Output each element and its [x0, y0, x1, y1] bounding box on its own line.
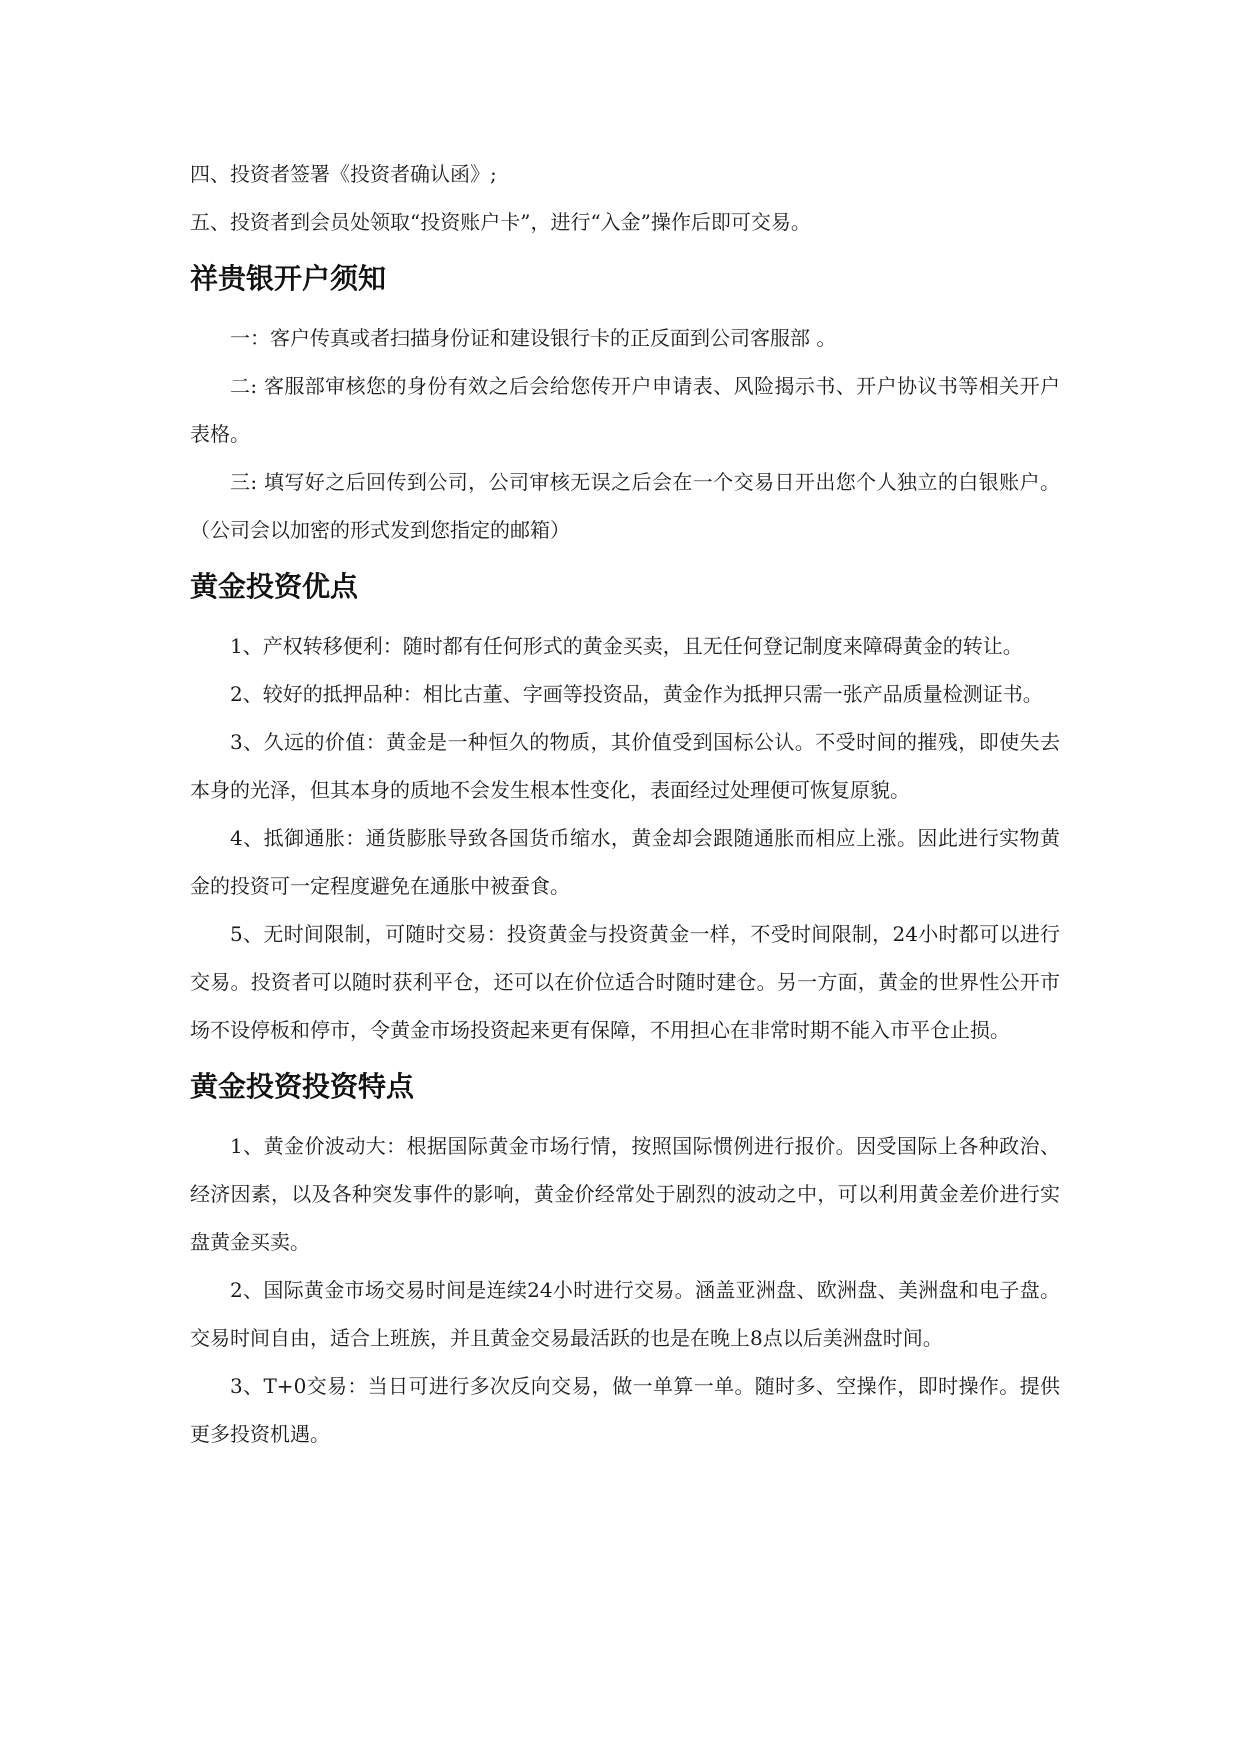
- section-heading-features: 黄金投资投资特点: [190, 1070, 415, 1103]
- paragraph: 1、黄金价波动大：根据国际黄金市场行情，按照国际惯例进行报价。因受国际上各种政治、经济因素，以及各种突发事件的影响，黄金价经常处于剧烈的波动之中，可以利用黄金差价进行实盘黄金买卖。: [190, 1134, 1060, 1254]
- section-heading-advantages: 黄金投资优点: [190, 570, 359, 603]
- section-heading-account-notice: 祥贵银开户须知: [190, 262, 387, 295]
- intro-item-4: 四、投资者签署《投资者确认函》;: [190, 162, 497, 186]
- paragraph: 二: 客服部审核您的身份有效之后会给您传开户申请表、风险揭示书、开户协议书等相关开户表格。: [190, 374, 1060, 446]
- paragraph: 一：客户传真或者扫描身份证和建设银行卡的正反面到公司客服部 。: [230, 326, 837, 350]
- paragraph: 4、抵御通胀：通货膨胀导致各国货币缩水，黄金却会跟随通胀而相应上涨。因此进行实物黄金的投资可一定程度避免在通胀中被蚕食。: [190, 826, 1060, 898]
- paragraph: 5、无时间限制，可随时交易：投资黄金与投资黄金一样，不受时间限制，24小时都可以进行交易。投资者可以随时获利平仓，还可以在价位适合时随时建仓。另一方面，黄金的世界性公开市场不设停板和停市，令黄金市场投资起来更有保障，不用担心在非常时期不能入市平仓止损。: [190, 922, 1060, 1042]
- paragraph: 3、久远的价值：黄金是一种恒久的物质，其价值受到国标公认。不受时间的摧残，即使失去本身的光泽，但其本身的质地不会发生根本性变化，表面经过处理便可恢复原貌。: [190, 730, 1060, 802]
- paragraph: 2、国际黄金市场交易时间是连续24小时进行交易。涵盖亚洲盘、欧洲盘、美洲盘和电子盘。交易时间自由，适合上班族，并且黄金交易最活跃的也是在晚上8点以后美洲盘时间。: [190, 1278, 1060, 1350]
- paragraph: 三: 填写好之后回传到公司，公司审核无误之后会在一个交易日开出您个人独立的白银账户。 （公司会以加密的形式发到您指定的邮箱）: [190, 470, 1060, 542]
- intro-item-5: 五、投资者到会员处领取“投资账户卡”，进行“入金”操作后即可交易。: [190, 210, 811, 234]
- paragraph: 3、T+0交易：当日可进行多次反向交易，做一单算一单。随时多、空操作，即时操作。提供更多投资机遇。: [190, 1374, 1060, 1446]
- paragraph: 2、较好的抵押品种：相比古董、字画等投资品，黄金作为抵押只需一张产品质量检测证书。: [230, 682, 1043, 706]
- paragraph: 1、产权转移便利：随时都有任何形式的黄金买卖，且无任何登记制度来障碍黄金的转让。: [230, 634, 1023, 658]
- document-body: [190, 150, 1060, 1458]
